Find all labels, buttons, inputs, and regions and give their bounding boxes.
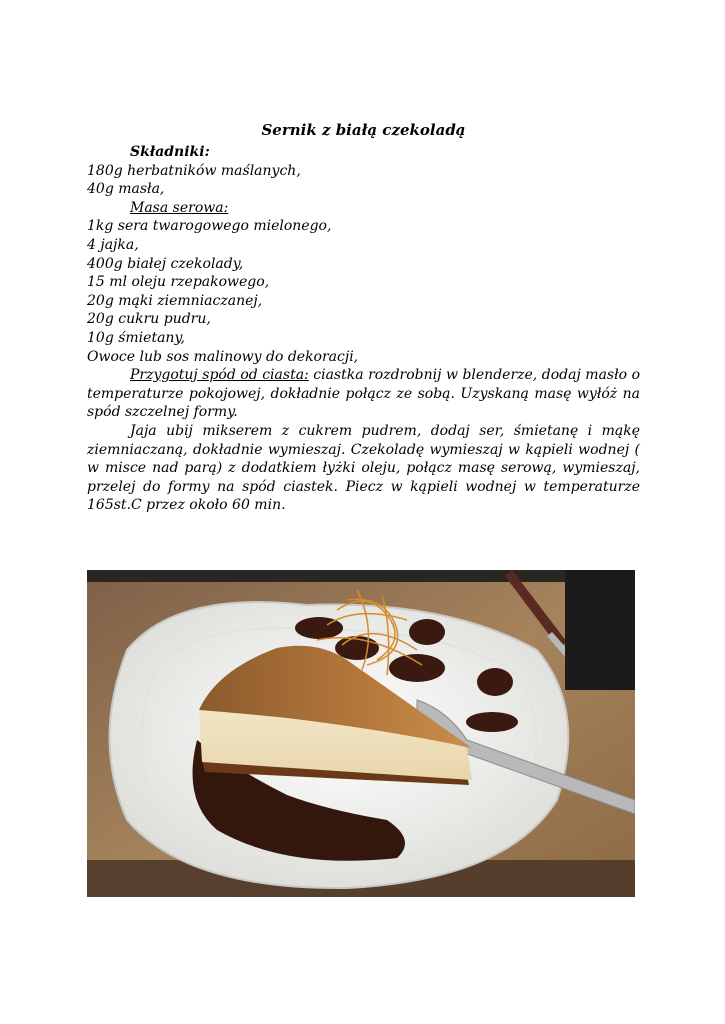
cheesecake-photo [87,570,635,897]
cheese-mass-heading-text: Masa serowa: [130,199,229,216]
ingredients-heading: Składniki: [130,144,210,160]
cheese-mass-heading [87,199,640,218]
sauce-dot [409,619,445,645]
step-1-text: ciastka rozdrobnij w blenderze, dodaj masło o temperaturze pokojowej, dokładnie połącz ze sobą. Uzyskaną masę wyłóż na spód szczelnej formy. [87,367,641,421]
ingredient-line: 400g białej czekolady, [87,255,244,272]
recipe-title: Sernik z białą czekoladą [261,121,466,139]
ingredient-line: 1kg sera twarogowego mielonego, [87,218,332,235]
ingredient-line: Owoce lub sos malinowy do dekoracji, [87,348,359,365]
ingredient-line: 10g śmietany, [87,329,185,346]
ingredient-line: 40g masła, [87,181,165,198]
sauce-dot [477,668,513,696]
sauce-dot [466,712,518,732]
step-2-paragraph: Jaja ubij mikserem z cukrem pudrem, dodaj ser, śmietanę i mąkę ziemniaczaną, dokładnie wymieszaj. Czekoladę wymieszaj w kąpieli wodnej ( w misce nad parą) z dodatkiem łyżki oleju, połącz masę serową, wymieszaj, przelej do formy na spód ciastek. Piecz w kąpieli wodnej w temperaturze 165st.C przez około 60 min. [87,422,640,514]
step-1-label: Przygotuj spód od ciasta: [130,367,309,384]
sauce-dot [389,654,445,682]
ingredient-line: 4 jajka, [87,236,139,253]
ingredient-line: 20g mąki ziemniaczanej, [87,292,263,309]
ingredient-line: 15 ml oleju rzepakowego, [87,274,270,291]
dark-object [565,570,635,690]
recipe-document [87,120,640,515]
ingredient-line: 20g cukru pudru, [87,311,211,328]
ingredient-line: 180g herbatników maślanych, [87,162,301,179]
step-1-paragraph [87,366,640,422]
cheesecake-illustration [87,570,635,897]
table-edge [87,570,635,582]
